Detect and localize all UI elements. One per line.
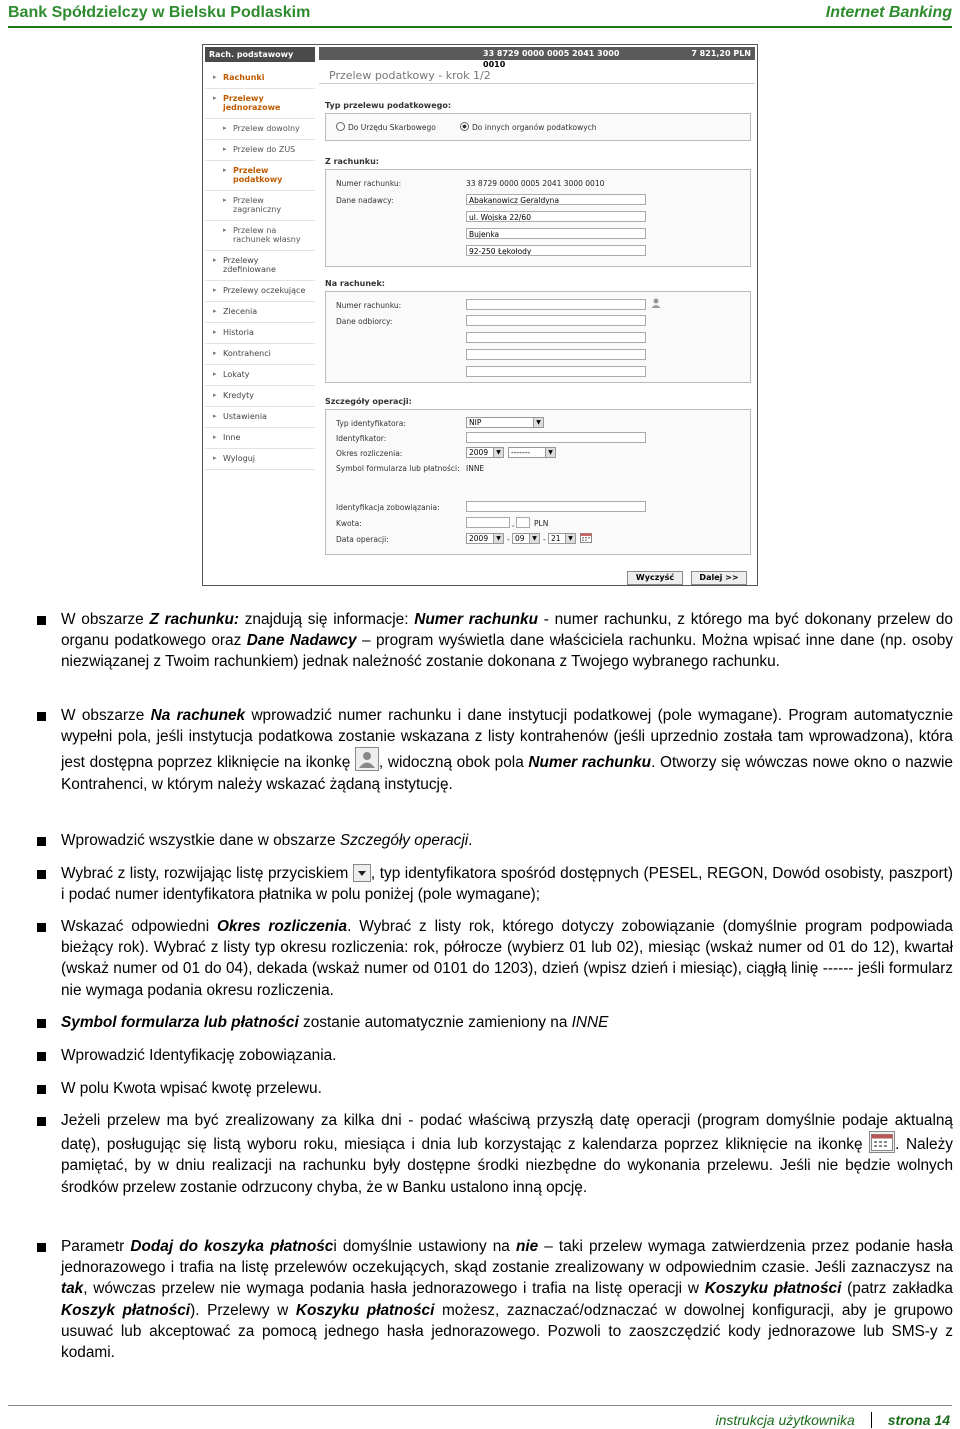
text-run: Wprowadzić wszystkie dane w obszarze: [61, 832, 340, 849]
emph-run: Okres rozliczenia: [216, 918, 348, 935]
bullet: [37, 1243, 46, 1252]
text-run: , wówczas przelew nie wymaga podania hasła jednorazowego i trafia na listę operacji w: [83, 1280, 705, 1298]
account-bar: [319, 47, 755, 60]
obligation-input[interactable]: [466, 501, 646, 512]
text-run: znajdują się informacje:: [239, 611, 415, 628]
chevron-down-icon: ▼: [493, 534, 503, 543]
sender-label: Dane nadawcy:: [336, 196, 394, 205]
sender-line-1[interactable]: Abakanowicz Geraldyna: [466, 194, 646, 205]
form-title: Przelew podatkowy - krok 1/2: [329, 69, 491, 82]
period-type-select[interactable]: [508, 447, 556, 458]
text-run: Jeżeli przelew ma być zrealizowany za kilka dni - podać właściwą przyszłą datę operacji (program domyślnie podaje aktualną datę), posługując się listą wyboru roku, miesiąca i dnia lub korzystając z kalendarza poprzez kliknięcie na ikonkę: [61, 1112, 953, 1154]
next-button[interactable]: Dalej >>: [691, 571, 747, 585]
period-type-value: -------: [511, 448, 530, 457]
text-run: wprowadzić numer rachunku i dane instytucji podatkowej (pole wymagane). Program automatycznie wypełni pola, jeśli instytucja podatkowa zostanie wskazana z listy kontrahenów (jeśli uprzednio została tam wprowadzona), która jest dostępna poprzez kliknięcie na ikonkę: [61, 707, 953, 772]
sidebar-item-przelew-zagraniczny[interactable]: ▸ Przelew zagraniczny: [205, 191, 315, 221]
paragraph-okres: [61, 916, 953, 1001]
from-box: [325, 169, 751, 267]
period-year-select[interactable]: [466, 447, 504, 458]
from-number-label: Numer rachunku:: [336, 179, 402, 188]
text-run: – program wyświetla dane właściciela rachunku. Można wpisać inne dane (np. osoby niezwiązanej z Twoim rachunkiem) jednak należność zostanie dokonana z Twojego wybranego rachunku.: [61, 632, 953, 671]
text-run: (patrz zakładka: [841, 1280, 953, 1298]
text-run: i domyślnie ustawiony na: [333, 1238, 516, 1255]
paragraph-data: [61, 1110, 953, 1198]
period-label: Okres rozliczenia:: [336, 449, 403, 458]
sidebar-item-przelewy-jednorazowe[interactable]: ▸ Przelewy jednorazowe: [205, 89, 315, 119]
date-label: Data operacji:: [336, 535, 389, 544]
radio-other-label: Do innych organów podatkowych: [472, 123, 597, 132]
sidebar-item-kontrahenci[interactable]: ▸ Kontrahenci: [205, 344, 315, 365]
account-number: 33 8729 0000 0005 2041 3000: [483, 49, 620, 58]
text-run: możesz, zaznaczać/odznaczać w dowolnej konfiguracji, aby je grupowo usuwać lub akceptować za pomocą jednego hasła jednorazowego. Pozwoli to zaoszczędzić kody jednorazowe lub SMS-y z kodami.: [61, 1301, 953, 1362]
from-number-value: 33 8729 0000 0005 2041 3000 0010: [466, 179, 605, 188]
emph-run: Numer rachunku: [528, 754, 652, 772]
title-divider: [319, 83, 755, 84]
chevron-down-icon: ▼: [529, 534, 539, 543]
amount-input[interactable]: [466, 517, 510, 528]
to-box: [325, 291, 751, 383]
amount-cents-input[interactable]: [516, 517, 530, 528]
to-number-input[interactable]: [466, 299, 646, 310]
emph-run: Dane Nadawcy: [246, 632, 357, 650]
date-month-select[interactable]: [512, 533, 540, 544]
emph-run: nie: [515, 1238, 539, 1255]
sender-line-3[interactable]: Bujenka: [466, 228, 646, 239]
radio-urzad-skarbowy[interactable]: [336, 122, 436, 132]
id-type-value: NIP: [469, 418, 482, 427]
date-year-value: 2009: [469, 534, 489, 543]
calendar-icon[interactable]: [580, 532, 592, 543]
sidebar-item-inne[interactable]: ▸ Inne: [205, 428, 315, 449]
recipient-line-4[interactable]: [466, 366, 646, 377]
chevron-down-icon: ▼: [545, 448, 555, 457]
id-type-select[interactable]: [466, 417, 544, 428]
footer-label: instrukcja użytkownika: [715, 1412, 855, 1428]
sidebar: [205, 47, 315, 583]
sidebar-item-przelew-dowolny[interactable]: ▸ Przelew dowolny: [205, 119, 315, 140]
account-balance: 7 821,20 PLN: [691, 49, 751, 58]
date-day-select[interactable]: [548, 533, 576, 544]
section-details: Szczegóły operacji:: [325, 397, 412, 406]
text-run: Wybrać z listy, rozwijając listę przyciskiem: [61, 865, 353, 882]
symbol-value: INNE: [466, 464, 485, 473]
emph-run: Numer rachunku: [414, 611, 538, 628]
sidebar-item-ustawienia[interactable]: ▸ Ustawienia: [205, 407, 315, 428]
text-run: .: [468, 832, 473, 849]
emph-run: Symbol formularza lub płatności: [61, 1014, 299, 1031]
paragraph-szczegoly: [61, 830, 953, 851]
sender-line-2[interactable]: ul. Wojska 22/60: [466, 211, 646, 222]
paragraph-na-rachunek: [61, 705, 953, 795]
type-box: [325, 113, 751, 141]
emph-run: Koszyku płatności: [704, 1280, 842, 1298]
text-run: - numer rachunku, z którego ma być dokonany przelew do organu podatkowego oraz: [61, 611, 953, 650]
contacts-icon: [355, 747, 379, 771]
footer-page-number: 14: [934, 1412, 950, 1428]
obligation-label: Identyfikacja zobowiązania:: [336, 503, 440, 512]
page-header: [8, 0, 952, 28]
chevron-down-icon: ▼: [565, 534, 575, 543]
sidebar-item-oczekujace[interactable]: ▸ Przelewy oczekujące: [205, 281, 315, 302]
emph-run: Koszyk płatności: [61, 1301, 191, 1319]
page-footer: [8, 1405, 952, 1428]
footer-divider: [871, 1412, 872, 1428]
bullet: [37, 1085, 46, 1094]
sidebar-item-zlecenia[interactable]: ▸ Zlecenia: [205, 302, 315, 323]
calendar-icon: [869, 1131, 895, 1153]
bullet: [37, 837, 46, 846]
sidebar-item-kredyty[interactable]: ▸ Kredyty: [205, 386, 315, 407]
transfer-form: [319, 47, 755, 583]
sidebar-item-przelew-wlasny[interactable]: ▸ Przelew na rachunek własny: [205, 221, 315, 251]
bullet: [37, 1117, 46, 1126]
emph-run: INNE: [571, 1014, 609, 1031]
radio-on-icon: [460, 122, 469, 131]
section-type: Typ przelewu podatkowego:: [325, 101, 452, 110]
text-run: zostanie automatycznie zamieniony na: [298, 1014, 572, 1031]
amount-separator: ,: [512, 519, 515, 528]
bullet: [37, 1019, 46, 1028]
text-run: Wskazać odpowiedni: [61, 918, 217, 935]
radio-inne-organy[interactable]: [460, 122, 597, 132]
text-run: W obszarze: [61, 707, 151, 724]
to-number-label: Numer rachunku:: [336, 301, 402, 310]
account-number-suffix: 0010: [483, 60, 506, 69]
emph-run: tak: [61, 1280, 84, 1298]
id-type-label: Typ identyfikatora:: [336, 419, 406, 428]
date-year-select[interactable]: [466, 533, 504, 544]
currency-label: PLN: [534, 519, 549, 528]
chevron-down-icon: ▼: [533, 418, 543, 427]
sidebar-item-rachunki[interactable]: ▸ Rachunki: [205, 68, 315, 89]
text-run: – taki przelew wymaga zatwierdzenia przez podanie hasła jednorazowego i trafia na listę przelewów oczekujących, skąd zostanie zrealizowany w odpowiednim czasie. Jeśli zaznaczysz na: [61, 1238, 953, 1277]
emph-run: Szczegóły operacji: [339, 832, 469, 849]
sidebar-item-zdefiniowane[interactable]: ▸ Przelewy zdefiniowane: [205, 251, 315, 281]
product-name: Internet Banking: [825, 4, 952, 21]
period-year-value: 2009: [469, 448, 489, 457]
bullet: [37, 616, 46, 625]
radio-off-icon: [336, 122, 345, 131]
text-run: . Wybrać z listy rok, którego dotyczy zobowiązanie (domyślnie program podpowiada bieżący rok). Wybrać z listy typ okresu rozliczenia: rok, półrocze (wybierz 01 lub 02), miesiąc (wskaż numer od 01 do 12), kwartał (wskaż numer od 01 do 04), dekada (wskaż numer od 0101 do 1203), dzień (wpisz dzień i miesiąc), ciągłą linię ------ jeśli formularz nie wymaga podania okresu rozliczenia.: [61, 918, 953, 999]
recipient-line-2[interactable]: [466, 332, 646, 343]
sidebar-menu: [205, 68, 315, 470]
date-day-value: 21: [551, 534, 561, 543]
section-from: Z rachunku:: [325, 157, 379, 166]
symbol-label: Symbol formularza lub płatności:: [336, 464, 460, 473]
radio-us-label: Do Urzędu Skarbowego: [348, 123, 436, 132]
sidebar-item-lokaty[interactable]: ▸ Lokaty: [205, 365, 315, 386]
bullet: [37, 712, 46, 721]
details-box: [325, 409, 751, 555]
sidebar-item-przelew-zus[interactable]: ▸ Przelew do ZUS: [205, 140, 315, 161]
contacts-icon[interactable]: [650, 297, 662, 309]
recipient-line-3[interactable]: [466, 349, 646, 360]
paragraph-koszyk: [61, 1236, 953, 1363]
text-run: W obszarze: [61, 611, 150, 628]
paragraph-z-rachunku: [61, 609, 953, 673]
recipient-label: Dane odbiorcy:: [336, 317, 393, 326]
bullet: [37, 870, 46, 879]
clear-button[interactable]: Wyczyść: [627, 571, 683, 585]
banking-screenshot: [202, 44, 758, 586]
sidebar-account[interactable]: Rach. podstawowy: [205, 47, 315, 62]
emph-run: Z rachunku:: [149, 611, 239, 628]
id-input[interactable]: [466, 432, 646, 443]
emph-run: Na rachunek: [150, 707, 246, 724]
paragraph-identyfikacja: Wprowadzić Identyfikację zobowiązania.: [61, 1047, 337, 1064]
text-run: Parametr: [61, 1238, 131, 1255]
sidebar-item-przelew-podatkowy[interactable]: ▸ Przelew podatkowy: [205, 161, 315, 191]
footer-page-label: strona: [887, 1412, 931, 1428]
text-run: , widoczną obok pola: [378, 754, 529, 772]
text-run: . Otworzy się wówczas nowe okno o nazwie Kontrahenci, w którym należy wskazać żądaną instytucję.: [61, 754, 953, 793]
sidebar-item-wyloguj[interactable]: ▸ Wyloguj: [205, 449, 315, 470]
date-month-value: 09: [515, 534, 525, 543]
bullet: [37, 1052, 46, 1061]
sidebar-item-historia[interactable]: ▸ Historia: [205, 323, 315, 344]
chevron-down-icon: ▼: [493, 448, 503, 457]
text-run: , typ identyfikatora spośród dostępnych (PESEL, REGON, Dowód osobisty, paszport) i podać numer identyfikatora płatnika w polu poniżej (pole wymagane);: [61, 865, 953, 904]
amount-label: Kwota:: [336, 519, 362, 528]
bullet: [37, 923, 46, 932]
paragraph-kwota: W polu Kwota wpisać kwotę przelewu.: [61, 1080, 322, 1097]
bank-name: Bank Spółdzielczy w Bielsku Podlaskim: [8, 4, 311, 21]
paragraph-typ-identyfikatora: [61, 863, 953, 905]
sender-line-4[interactable]: 92-250 Łękołody: [466, 245, 646, 256]
date-dash-1: -: [507, 535, 510, 544]
emph-run: Koszyku płatności: [295, 1301, 435, 1319]
text-run: ). Przelewy w: [190, 1301, 296, 1319]
paragraph-symbol: [61, 1012, 953, 1033]
footer-text: [715, 1412, 950, 1428]
id-label: Identyfikator:: [336, 434, 387, 443]
emph-run: Dodaj do koszyka płatnośc: [130, 1238, 334, 1255]
dropdown-arrow-icon: [353, 864, 371, 882]
text-run: . Należy pamiętać, by w dniu realizacji na rachunku były dostępne środki niezbędne do wykonania przelewu. Jeśli nie będzie wolnych środków przelew zostanie odrzucony chyba, że w Banku ustalono inną opcję.: [61, 1136, 953, 1196]
section-to: Na rachunek:: [325, 279, 385, 288]
date-dash-2: -: [543, 535, 546, 544]
recipient-line-1[interactable]: [466, 315, 646, 326]
